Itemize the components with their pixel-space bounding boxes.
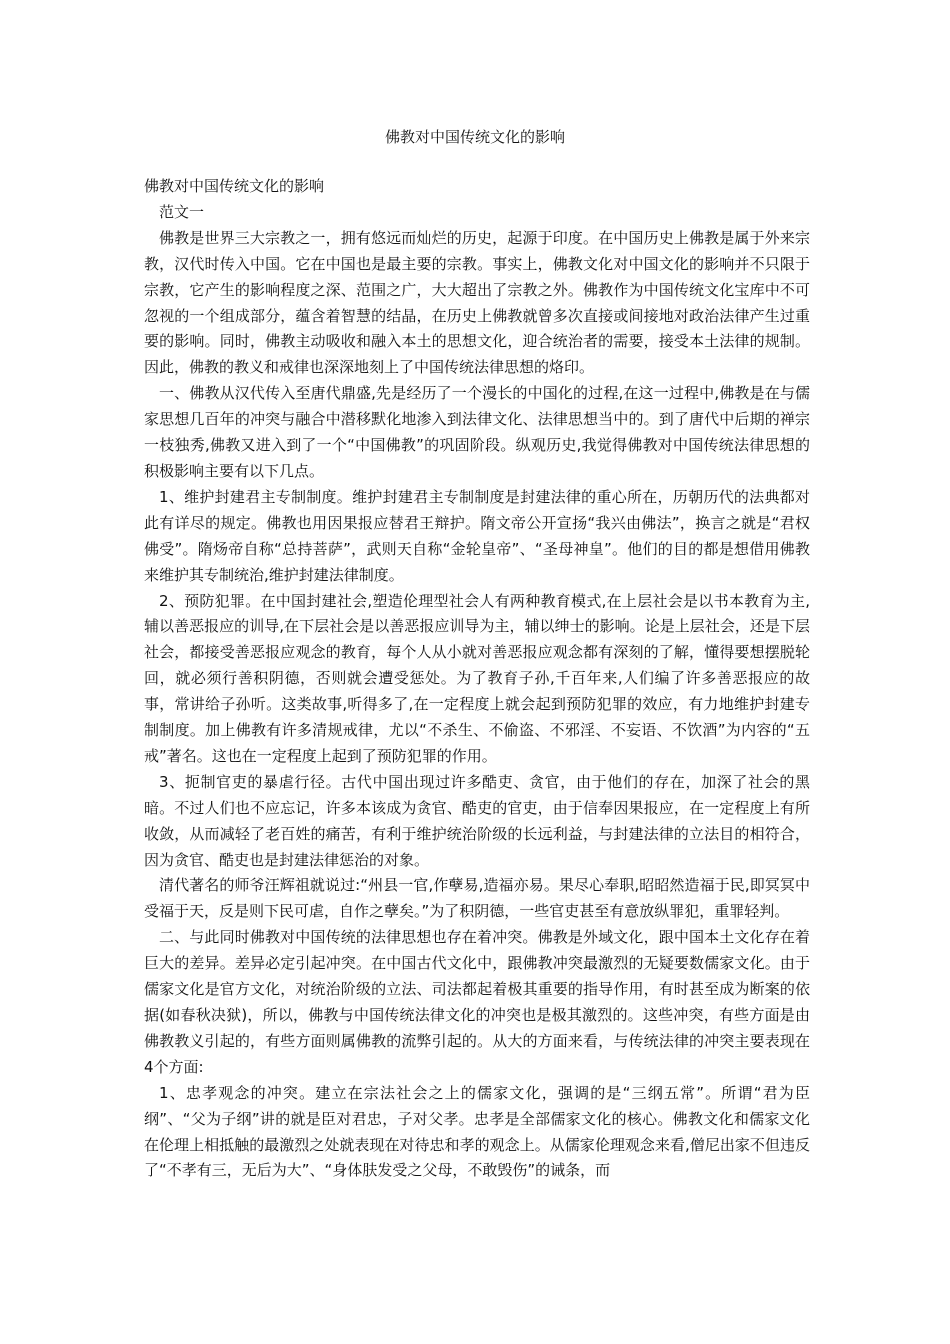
paragraph-point-monarchy: 1、维护封建君主专制制度。维护封建君主专制制度是封建法律的重心所在，历朝历代的法典都对此有详尽的规定。佛教也用因果报应替君王辩护。隋文帝公开宣扬“我兴由佛法”，换言之就是“君权佛受”。隋炀帝自称“总持菩萨”，武则天自称“金轮皇帝”、“圣母神皇”。他们的目的都是想借用佛教来维护其专制统治,维护封建法律制度。 <box>144 487 810 584</box>
paragraph-point-loyalty-filial: 1、忠孝观念的冲突。建立在宗法社会之上的儒家文化，强调的是“三纲五常”。所谓“君为臣纲”、“父为子纲”讲的就是臣对君忠，子对父孝。忠孝是全部儒家文化的核心。佛教文化和儒家文化在伦理上相抵触的最激烈之处就表现在对待忠和孝的观念上。从儒家伦理观念来看,僧尼出家不但违反了“不孝有三，无后为大”、“身体肤发受之父母，不敢毁伤”的诫条，而 <box>144 1083 810 1180</box>
document-title: 佛教对中国传统文化的影响 <box>384 128 565 146</box>
paragraph-point-officials: 3、扼制官吏的暴虐行径。古代中国出现过许多酷吏、贪官，由于他们的存在，加深了社会的黑暗。不过人们也不应忘记，许多本该成为贪官、酷吏的官吏，由于信奉因果报应，在一定程度上有所收敛，从而减轻了老百姓的痛苦，有利于维护统治阶级的长远利益，与封建法律的立法目的相符合，因为贪官、酷吏也是封建法律惩治的对象。 <box>144 772 810 869</box>
paragraph-point-crime-prevention: 2、预防犯罪。在中国封建社会,塑造伦理型社会人有两种教育模式,在上层社会是以书本教育为主,辅以善恶报应的训导,在下层社会是以善恶报应训导为主，辅以绅士的影响。论是上层社会，还是下层社会，都接受善恶报应观念的教育，每个人从小就对善恶报应观念都有深刻的了解，懂得要想摆脱轮回，就必须行善积阴德，否则就会遭受惩处。为了教育子孙,千百年来,人们编了许多善恶报应的故事，常讲给子孙听。这类故事,听得多了,在一定程度上就会起到预防犯罪的效应，有力地维护封建专制制度。加上佛教有许多清规戒律，尤以“不杀生、不偷盗、不邪淫、不妄语、不饮酒”为内容的“五戒”著名。这也在一定程度上起到了预防犯罪的作用。 <box>144 591 810 765</box>
paragraph-section-two: 二、与此同时佛教对中国传统的法律思想也存在着冲突。佛教是外域文化，跟中国本土文化存在着巨大的差异。差异必定引起冲突。在中国古代文化中，跟佛教冲突最激烈的无疑要数儒家文化。由于儒家文化是官方文化，对统治阶级的立法、司法都起着极其重要的指导作用，有时甚至成为断案的依据(如春秋决狱)，所以，佛教与中国传统法律文化的冲突也是极其激烈的。这些冲突，有些方面是由佛教教义引起的，有些方面则属佛教的流弊引起的。从大的方面来看，与传统法律的冲突主要表现在4个方面: <box>144 928 810 1076</box>
document-subtitle: 佛教对中国传统文化的影响 <box>144 177 325 195</box>
document-body <box>144 174 810 1184</box>
paragraph-intro: 佛教是世界三大宗教之一，拥有悠远而灿烂的历史，起源于印度。在中国历史上佛教是属于外来宗教，汉代时传入中国。它在中国也是最主要的宗教。事实上，佛教文化对中国文化的影响并不只限于宗教，它产生的影响程度之深、范围之广，大大超出了宗教之外。佛教作为中国传统文化宝库中不可忽视的一个组成部分，蕴含着智慧的结晶，在历史上佛教就曾多次直接或间接地对政治法律产生过重要的影响。同时，佛教主动吸收和融入本土的思想文化，迎合统治者的需要，接受本土法律的规制。因此，佛教的教义和戒律也深深地刻上了中国传统法律思想的烙印。 <box>144 228 810 377</box>
paragraph-quote-wang-huizu: 清代著名的师爷汪辉祖就说过:“州县一官,作孽易,造福亦易。果尽心奉职,昭昭然造福于民,即冥冥中受福于天，反是则下民可虐，自作之孽矣。”为了积阴德，一些官吏甚至有意放纵罪犯，重罪轻判。 <box>144 876 810 921</box>
paragraph-sample-label: 范文一 <box>159 202 205 221</box>
paragraph-section-one: 一、佛教从汉代传入至唐代鼎盛,先是经历了一个漫长的中国化的过程,在这一过程中,佛教是在与儒家思想几百年的冲突与融合中潜移默化地渗入到法律文化、法律思想当中的。到了唐代中后期的禅宗一枝独秀,佛教又进入到了一个“中国佛教”的巩固阶段。纵观历史,我觉得佛教对中国传统法律思想的积极影响主要有以下几点。 <box>144 384 810 480</box>
